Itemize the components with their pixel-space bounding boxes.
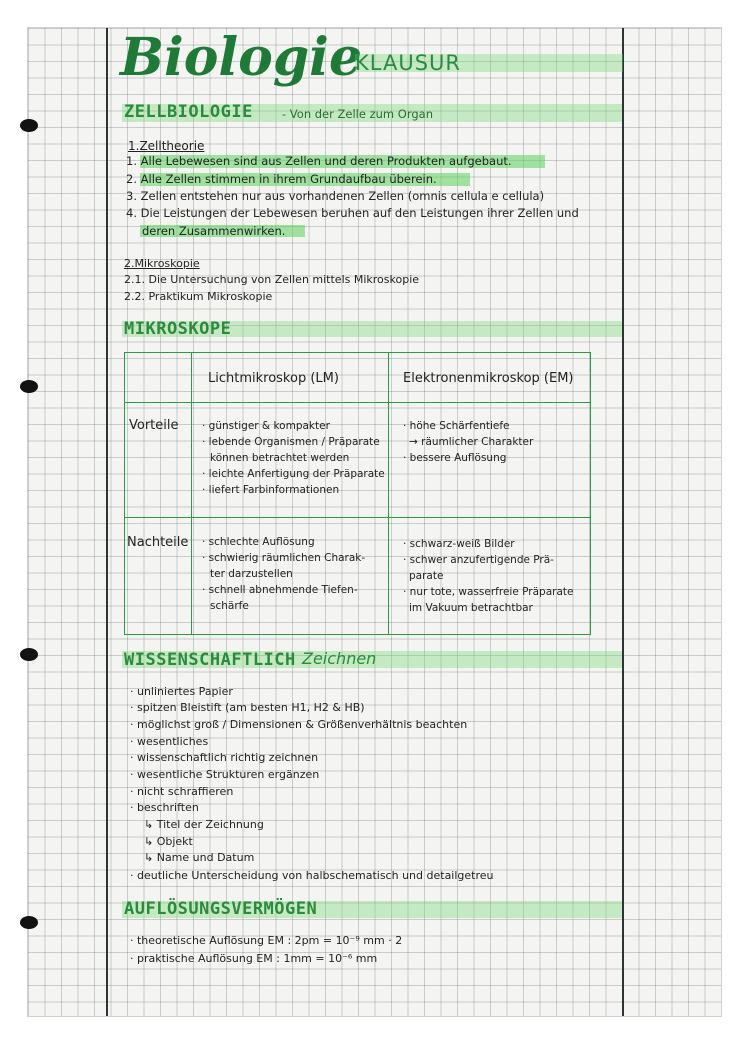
cell-line: · höhe Schärfentiefe: [403, 420, 510, 432]
zelltheorie-item: 2. Alle Zellen stimmen in ihrem Grundaufbau überein.: [126, 172, 437, 186]
cell-line: → räumlicher Charakter: [409, 436, 534, 448]
zeichnen-item: · nicht schraffieren: [130, 785, 234, 798]
page-subtitle: KLAUSUR: [355, 51, 461, 75]
zeichnen-item: · deutliche Unterscheidung von halbschematisch und detailgetreu: [130, 869, 494, 882]
row-header-cell: [125, 518, 192, 635]
section-heading-mikroskope: MIKROSKOPE: [124, 319, 232, 339]
table-header-cell: [389, 353, 591, 403]
microscope-comparison-table: [124, 352, 591, 635]
punch-hole: [20, 380, 38, 393]
zeichnen-subitem: ↳ Objekt: [144, 835, 193, 848]
zeichnen-item: · wesentliche Strukturen ergänzen: [130, 768, 320, 781]
zelltheorie-item: 3. Zellen entstehen nur aus vorhandenen Zellen (omnis cellula e cellula): [126, 189, 545, 203]
right-margin-line: [622, 28, 624, 1016]
section-heading-zeichnen: WISSENSCHAFTLICH: [124, 650, 296, 670]
zeichnen-item: · beschriften: [130, 801, 199, 814]
punch-hole: [20, 916, 38, 929]
zelltheorie-heading: 1.Zelltheorie: [128, 139, 205, 153]
table-cell: [192, 403, 389, 518]
cell-line: · liefert Farbinformationen: [202, 484, 340, 496]
page-title: Biologie: [120, 27, 363, 88]
cell-line: · lebende Organismen / Präparate: [202, 436, 380, 448]
cell-line: · schnell abnehmende Tiefen-: [202, 584, 358, 596]
row-header-cell: [125, 403, 192, 518]
cell-line: · leichte Anfertigung der Präparate: [202, 468, 385, 480]
zeichnen-item: · wissenschaftlich richtig zeichnen: [130, 751, 319, 764]
table-corner-cell: [125, 353, 192, 403]
punch-hole: [20, 119, 38, 132]
zeichnen-item: · wesentliches: [130, 735, 209, 748]
cell-line: ter darzustellen: [210, 568, 293, 580]
mikroskopie-heading: 2.Mikroskopie: [124, 257, 200, 270]
zeichnen-subitem: ↳ Name und Datum: [144, 851, 255, 864]
cell-line: · schwer anzufertigende Prä-: [403, 554, 554, 566]
zeichnen-item: · möglichst groß / Dimensionen & Größenverhältnis beachten: [130, 718, 468, 731]
zeichnen-subitem: ↳ Titel der Zeichnung: [144, 818, 264, 831]
punch-hole: [20, 648, 38, 661]
table-header-cell: [192, 353, 389, 403]
cell-line: · nur tote, wasserfreie Präparate: [403, 586, 574, 598]
table-cell: [192, 518, 389, 635]
section-subheading: - Von der Zelle zum Organ: [282, 107, 433, 121]
aufloesung-item: · theoretische Auflösung EM : 2pm = 10⁻⁹ mm · 2: [130, 934, 403, 947]
cell-line: · schwarz-weiß Bilder: [403, 538, 515, 550]
cell-line: parate: [409, 570, 444, 582]
cell-line: im Vakuum betrachtbar: [409, 602, 533, 614]
cell-line: · schwierig räumlichen Charak-: [202, 552, 366, 564]
zeichnen-item: · unliniertes Papier: [130, 685, 233, 698]
row-label-nachteile: Nachteile: [127, 535, 189, 550]
zeichnen-item: · spitzen Bleistift (am besten H1, H2 & HB): [130, 701, 365, 714]
row-label-vorteile: Vorteile: [129, 418, 179, 433]
section-heading-zeichnen-word: Zeichnen: [302, 649, 377, 668]
aufloesung-item: · praktische Auflösung EM : 1mm = 10⁻⁶ mm: [130, 952, 378, 965]
section-heading-zellbiologie: ZELLBIOLOGIE: [124, 102, 253, 122]
cell-line: schärfe: [210, 600, 249, 612]
section-heading-aufloesung: AUFLÖSUNGSVERMÖGEN: [124, 899, 318, 919]
cell-line: · bessere Auflösung: [403, 452, 507, 464]
mikroskopie-item: 2.2. Praktikum Mikroskopie: [124, 290, 273, 303]
left-margin-line: [106, 28, 108, 1016]
column-header-em: Elektronenmikroskop (EM): [403, 371, 574, 386]
cell-line: · schlechte Auflösung: [202, 536, 315, 548]
zelltheorie-item: 4. Die Leistungen der Lebewesen beruhen auf den Leistungen ihrer Zellen und: [126, 206, 579, 220]
table-cell: [389, 518, 591, 635]
column-header-lm: Lichtmikroskop (LM): [208, 371, 339, 386]
table-cell: [389, 403, 591, 518]
mikroskopie-item: 2.1. Die Untersuchung von Zellen mittels Mikroskopie: [124, 273, 420, 286]
zelltheorie-item: deren Zusammenwirken.: [142, 224, 286, 238]
cell-line: können betrachtet werden: [210, 452, 350, 464]
cell-line: · günstiger & kompakter: [202, 420, 330, 432]
zelltheorie-item: 1. Alle Lebewesen sind aus Zellen und deren Produkten aufgebaut.: [126, 154, 512, 168]
